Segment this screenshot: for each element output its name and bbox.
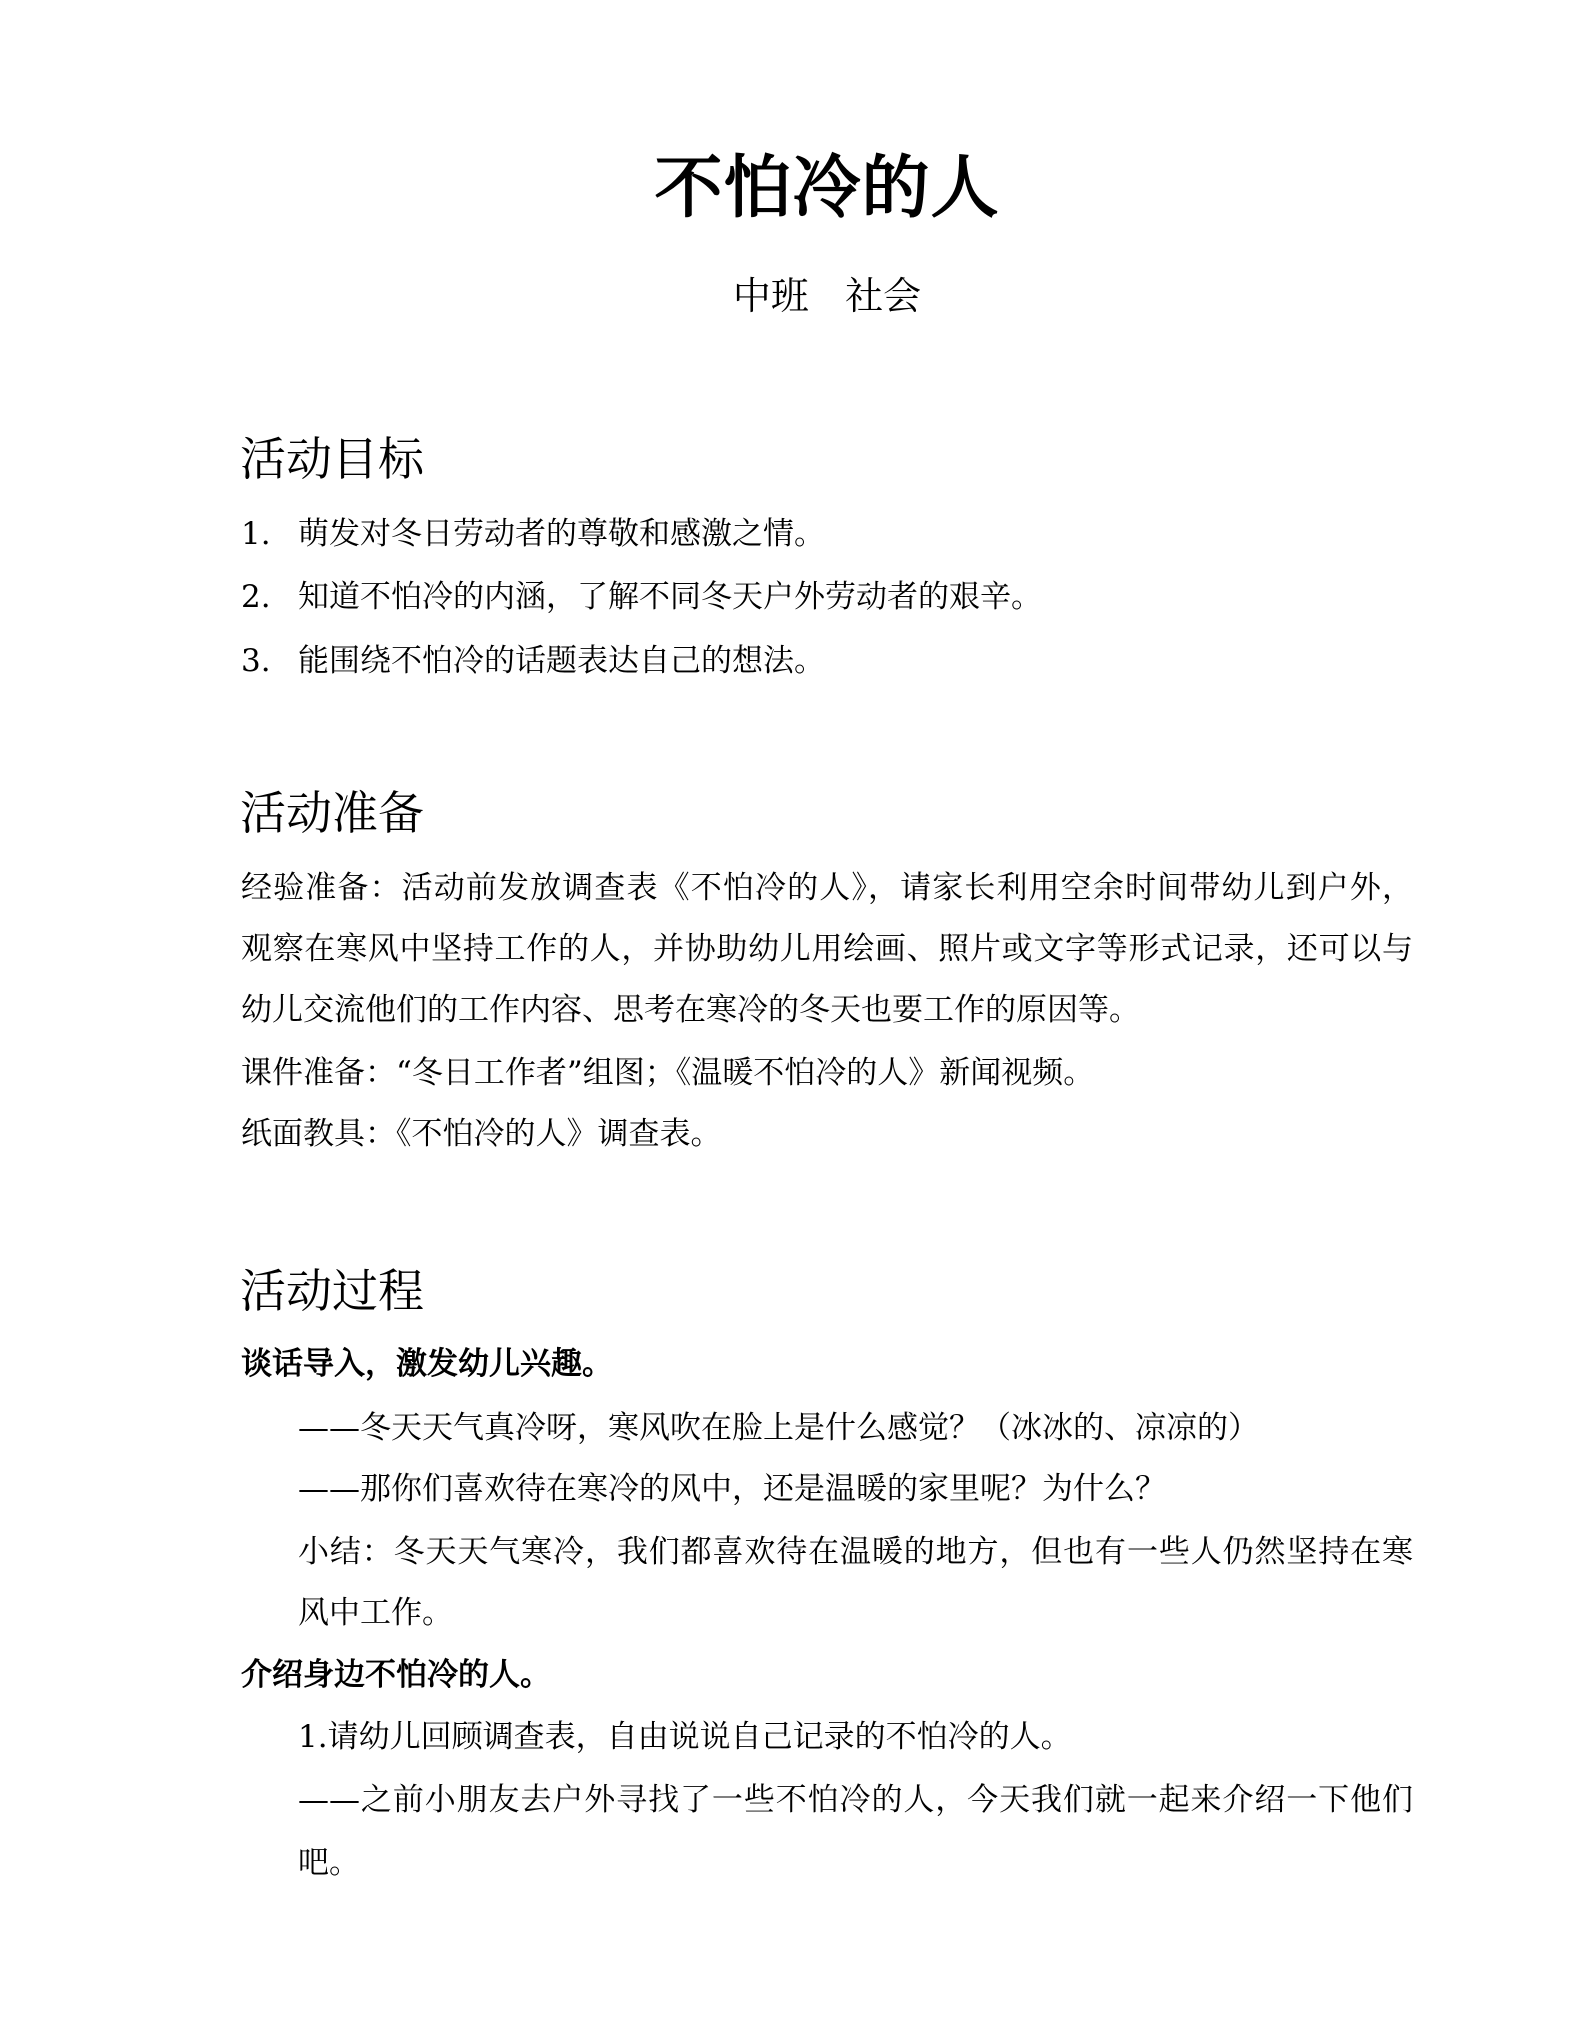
heading-process: 活动过程 xyxy=(240,1264,424,1318)
goal-number: 1. xyxy=(241,516,271,552)
goal-text: 能围绕不怕冷的话题表达自己的想法。 xyxy=(298,643,825,679)
preparation-line: 观察在寒风中坚持工作的人，并协助幼儿用绘画、照片或文字等形式记录，还可以与 xyxy=(241,931,1413,967)
preparation-line: 纸面教具：《不怕冷的人》调查表。 xyxy=(241,1116,722,1152)
preparation-line: 经验准备：活动前发放调查表《不怕冷的人》，请家长利用空余时间带幼儿到户外， xyxy=(241,870,1413,906)
goal-text: 知道不怕冷的内涵，了解不同冬天户外劳动者的艰辛。 xyxy=(298,579,1042,615)
step-summary-line: 风中工作。 xyxy=(298,1595,453,1631)
document-subtitle: 中班 社会 xyxy=(732,274,922,318)
goal-text: 萌发对冬日劳动者的尊敬和感激之情。 xyxy=(298,516,825,552)
step-title: 谈话导入，激发幼儿兴趣。 xyxy=(241,1346,613,1382)
step-line: ——之前小朋友去户外寻找了一些不怕冷的人，今天我们就一起来介绍一下他们 xyxy=(298,1782,1413,1818)
step-summary-line: 小结：冬天天气寒冷，我们都喜欢待在温暖的地方，但也有一些人仍然坚持在寒 xyxy=(298,1534,1413,1570)
preparation-line: 幼儿交流他们的工作内容、思考在寒冷的冬天也要工作的原因等。 xyxy=(241,992,1140,1028)
goal-number: 3. xyxy=(241,643,271,679)
goal-item xyxy=(241,577,1042,617)
step-line: ——那你们喜欢待在寒冷的风中，还是温暖的家里呢？为什么？ xyxy=(298,1471,1166,1507)
heading-goals: 活动目标 xyxy=(240,432,424,486)
step-line: 吧。 xyxy=(298,1845,360,1881)
document-title: 不怕冷的人 xyxy=(654,148,1000,228)
goal-number: 2. xyxy=(241,579,271,615)
heading-preparation: 活动准备 xyxy=(240,786,424,840)
preparation-line: 课件准备：“冬日工作者”组图；《温暖不怕冷的人》新闻视频。 xyxy=(241,1055,1095,1091)
step-line: ——冬天天气真冷呀，寒风吹在脸上是什么感觉？（冰冰的、凉凉的） xyxy=(298,1410,1259,1446)
goal-item xyxy=(241,514,825,554)
step-line: 1.请幼儿回顾调查表，自由说说自己记录的不怕冷的人。 xyxy=(298,1719,1072,1755)
goal-item xyxy=(241,641,825,681)
step-title: 介绍身边不怕冷的人。 xyxy=(241,1657,551,1693)
